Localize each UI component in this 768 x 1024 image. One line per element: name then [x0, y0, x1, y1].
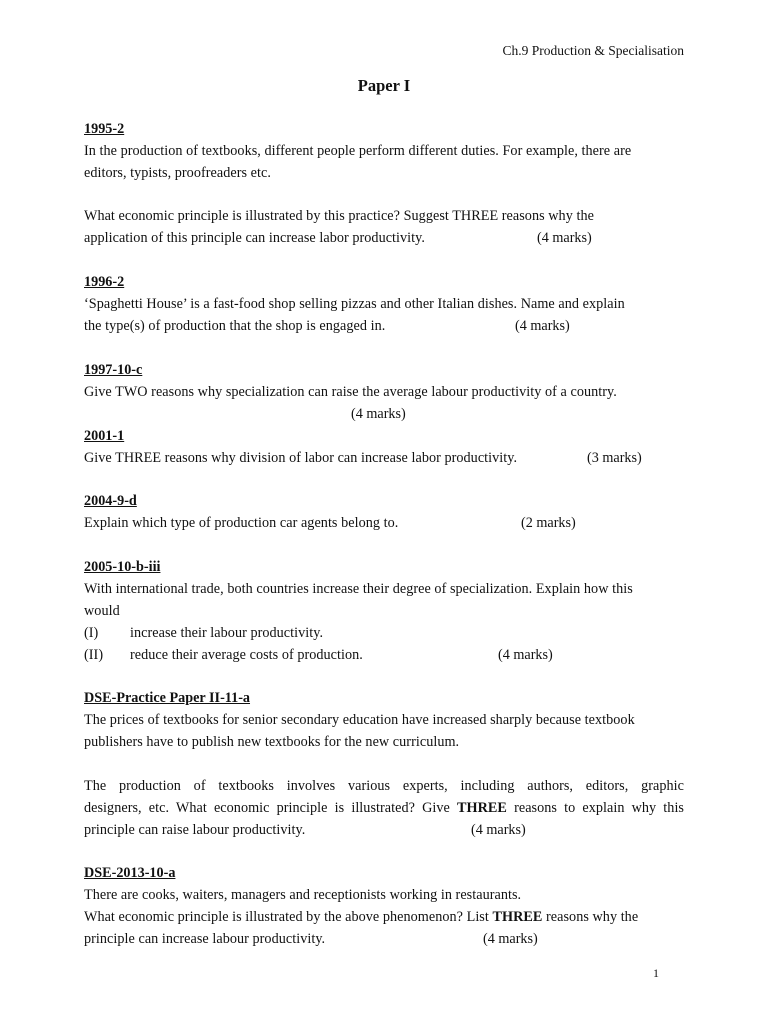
question-text: The prices of textbooks for senior secondary education have increased sharply because textbook [84, 712, 635, 728]
marks-label: (3 marks) [587, 450, 642, 466]
list-item-number: (I) [84, 625, 99, 641]
question-text-line [84, 906, 638, 928]
question-text: Give TWO reasons why specialization can raise the average labour productivity of a country. [84, 384, 617, 400]
question-text: reasons to explain why this [514, 800, 685, 816]
marks-label: (4 marks) [498, 647, 553, 663]
question-text: Give THREE reasons why division of labor can increase labor productivity. [84, 450, 518, 466]
emphasis-text: THREE [457, 800, 507, 816]
question-code: 2001-1 [84, 428, 125, 444]
question-text: ‘Spaghetti House’ is a fast-food shop selling pizzas and other Italian dishes. Name and explain [84, 296, 625, 312]
question-code: DSE-2013-10-a [84, 865, 176, 881]
question-text: reasons why the [546, 909, 639, 925]
question-text: With international trade, both countries increase their degree of specialization. Explain how this [84, 581, 633, 597]
question-code: DSE-Practice Paper II-11-a [84, 690, 251, 706]
question-code: 1997-10-c [84, 362, 143, 378]
question-text: application of this principle can increase labor productivity. [84, 230, 425, 246]
chapter-header: Ch.9 Production & Specialisation [502, 43, 684, 58]
page-title: Paper I [357, 76, 411, 95]
marks-label: (4 marks) [515, 318, 570, 334]
question-text: What economic principle is illustrated by this practice? Suggest THREE reasons why the [84, 208, 594, 224]
list-item-text: increase their labour productivity. [130, 625, 324, 641]
question-text: There are cooks, waiters, managers and receptionists working in restaurants. [84, 887, 522, 903]
question-text: Explain which type of production car agents belong to. [84, 515, 399, 531]
question-text: editors, typists, proofreaders etc. [84, 165, 271, 181]
list-item-number: (II) [84, 647, 104, 663]
question-text: would [84, 603, 120, 619]
marks-label: (4 marks) [537, 230, 592, 246]
question-text: The production of textbooks involves various experts, including authors, editors, graphic [84, 778, 684, 794]
question-text: the type(s) of production that the shop is engaged in. [84, 318, 386, 334]
question-text: publishers have to publish new textbooks for the new curriculum. [84, 734, 460, 750]
marks-label: (4 marks) [351, 406, 406, 422]
marks-label: (4 marks) [471, 822, 526, 838]
emphasis-text: THREE [492, 909, 543, 925]
question-text-line [84, 797, 684, 819]
question-text: In the production of textbooks, different people perform different duties. For example, there are [84, 143, 632, 159]
question-text: designers, etc. What economic principle is illustrated? Give [84, 800, 450, 816]
question-code: 1996-2 [84, 274, 125, 290]
marks-label: (4 marks) [483, 931, 538, 947]
marks-label: (2 marks) [521, 515, 576, 531]
page-number: 1 [653, 966, 659, 980]
question-code: 2005-10-b-iii [84, 559, 161, 575]
question-text: principle can increase labour productivity. [84, 931, 326, 947]
list-item-text: reduce their average costs of production. [130, 647, 363, 663]
question-text: What economic principle is illustrated by the above phenomenon? List [84, 909, 489, 925]
question-text: principle can raise labour productivity. [84, 822, 306, 838]
question-code: 2004-9-d [84, 493, 137, 509]
question-code: 1995-2 [84, 121, 125, 137]
